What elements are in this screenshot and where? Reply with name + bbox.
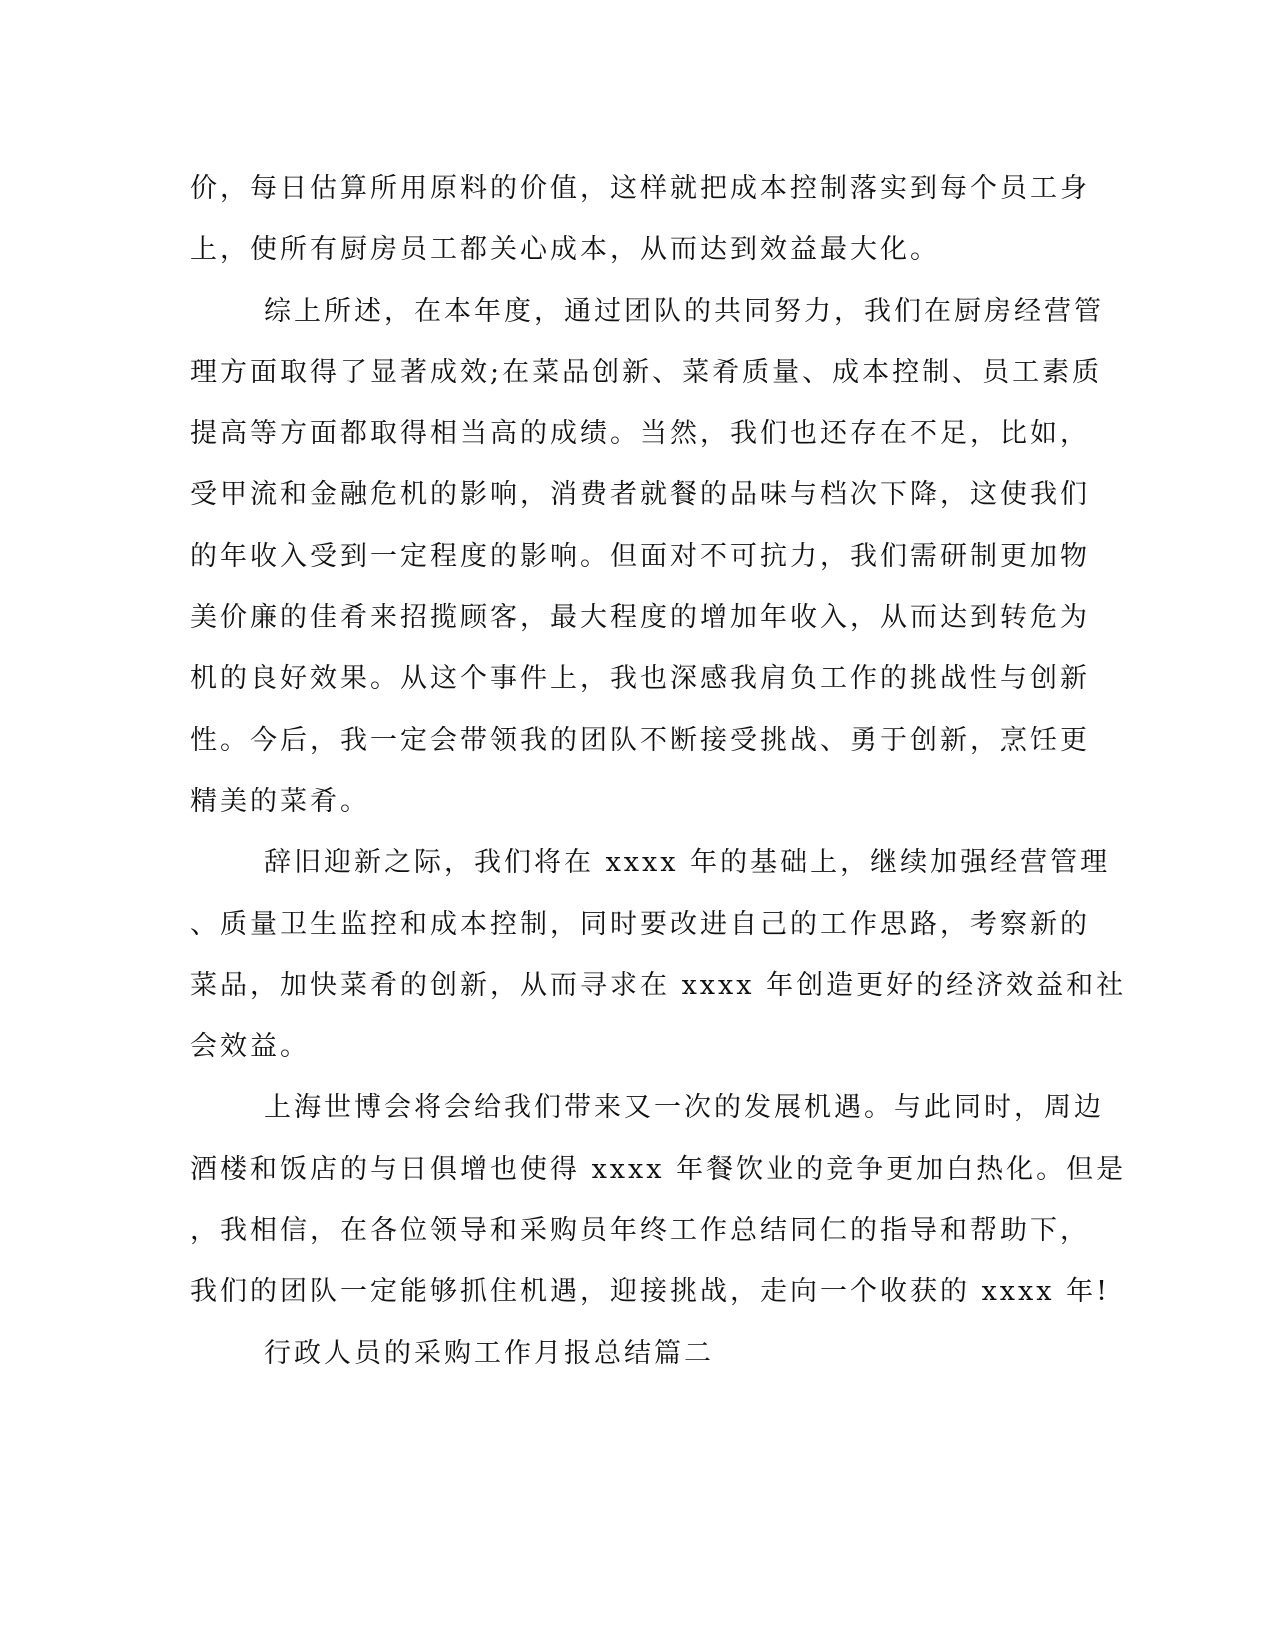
document-body [190, 166, 1127, 1392]
text-line: 理方面取得了显著成效;在菜品创新、菜肴质量、成本控制、员工素质 [190, 356, 1103, 388]
text-line: 机的良好效果。从这个事件上，我也深感我肩负工作的挑战性与创新 [190, 663, 1090, 695]
text-line: 会效益。 [190, 1031, 310, 1063]
text-line: 价，每日估算所用原料的价值，这样就把成本控制落实到每个员工身 [190, 173, 1090, 204]
text-line: 上海世博会将会给我们带来又一次的发展机遇。与此同时，周边 [264, 1092, 1104, 1124]
text-line: 行政人员的采购工作月报总结篇二 [264, 1337, 714, 1369]
text-line: 菜品，加快菜肴的创新，从而寻求在 xxxx 年创造更好的经济效益和社 [190, 969, 1127, 1001]
text-line: 辞旧迎新之际，我们将在 xxxx 年的基础上，继续加强经营管理 [264, 847, 1111, 879]
text-line: 美价廉的佳肴来招揽顾客，最大程度的增加年收入，从而达到转危为 [190, 602, 1090, 634]
text-line: 提高等方面都取得相当高的成绩。当然，我们也还存在不足，比如， [190, 418, 1090, 450]
text-line: ，我相信，在各位领导和采购员年终工作总结同仁的指导和帮助下， [190, 1215, 1090, 1247]
text-line: 的年收入受到一定程度的影响。但面对不可抗力，我们需研制更加物 [190, 540, 1090, 572]
text-line: 酒楼和饭店的与日俱增也使得 xxxx 年餐饮业的竞争更加白热化。但是 [190, 1153, 1127, 1185]
text-line: 性。今后，我一定会带领我的团队不断接受挑战、勇于创新，烹饪更 [190, 724, 1090, 756]
text-line: 我们的团队一定能够抓住机遇，迎接挑战，走向一个收获的 xxxx 年! [190, 1276, 1110, 1308]
text-line: 上，使所有厨房员工都关心成本，从而达到效益最大化。 [190, 234, 940, 266]
text-line: 受甲流和金融危机的影响，消费者就餐的品味与档次下降，这使我们 [190, 479, 1090, 511]
text-line: 、质量卫生监控和成本控制，同时要改进自己的工作思路，考察新的 [190, 908, 1090, 940]
text-line: 综上所述，在本年度，通过团队的共同努力，我们在厨房经营管 [264, 295, 1104, 327]
text-line: 精美的菜肴。 [190, 785, 370, 817]
